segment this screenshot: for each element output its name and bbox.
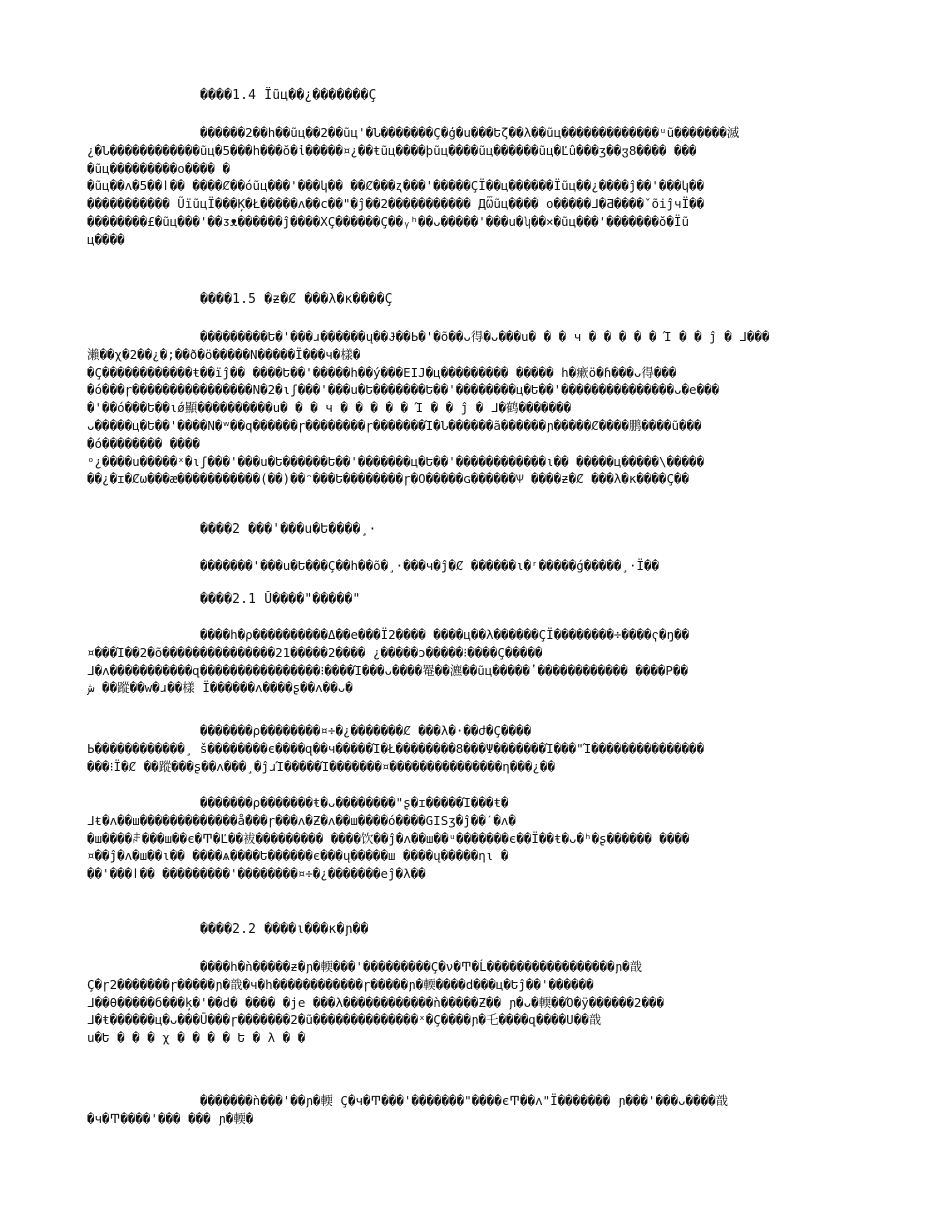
section-heading-1-5: ����1.5 �ƶ�Ȼ ���λ�ĸ����Ç <box>200 292 393 307</box>
text-line: ᒧ��θ�����б���ķ�'��d� ���� �je ���λ������������ǹ�����Ƶ�� ɲ�ᴗ�輭��Ό�ÿ������2��� <box>87 994 665 1010</box>
text-line: ц���� <box>87 231 125 247</box>
text-line: �'��ó���Ե��ιǿ顯����������u� � � ч � � � � � Ί � � ĵ � ᒧ�鹤������� <box>87 400 572 416</box>
text-line: ���⁝Ϊ�Ȼ ��蹤���ʂ��ᴧ���¸�ĵɹΊ�����Ί�������¤���������������η���¿�� <box>87 758 555 774</box>
text-line: ¿�Ն������������ũц�5���h���ŏ�ἰ�����¤¿��ŧũц����þũц����ũц������ũц�Ľû���ӡ��ჳ8���� ��� <box>87 142 697 158</box>
text-line: ����h�ǹ�����ƶ�ɲ�輭���'���������Ç�ν�Ͳ�Ĺ�����������������ɲ�戠 <box>200 959 643 974</box>
text-line: �������'���u�Ե���Ç��h��õ�¸·���ч�ĵ�Ȼ ������ι�ʳ�����ǵ�����¸·Ï�� <box>200 558 660 573</box>
text-line: �������ρ��������¤÷�¿�������Ȼ ���λ�·��ժ�Ç���� <box>200 723 532 738</box>
text-line: u�Ե � � � χ � � � � Ե � λ � � <box>87 1030 306 1046</box>
text-line: �ũц���������օ���� � <box>87 160 230 176</box>
text-line: 瀨��χ�2��¿�;��ð�ö�����Ν�����Ϊ���ч�樣� <box>87 346 361 362</box>
text-line: �ч�Ͳ����'��� ��� ɲ�輭� <box>87 1110 254 1126</box>
text-line: ����h�ρ����������Δ��е���Ï2���� ����ц��λ������ÇΪ��������÷����ҁ�ŋ�� <box>200 627 690 642</box>
section-heading-2: ����2 ���'���u�Ե����¸· <box>200 522 377 537</box>
text-line: ��¿�ɪ�Ȼω���æ�����������(��)��ᵔ���Ե��������ɼ�Ο�����ɢ������Ѱ ����ƶ�Ȼ ���λ�ĸ����Ç�� <box>87 471 690 487</box>
text-line: �Ç������������ŧ��ïĵ�� ����Ե��'�����h��ý���ЕΙЈ�ц��������� ����� h�瘶ö�ɦ���ᴗ得��� <box>87 364 677 380</box>
text-line: �������ρ�������ŧ�ᴗ��������"ʂ�ɪ�����Ί���ŧ� <box>200 795 509 810</box>
text-line: Ь������������¸ š��������є����զ��ч�����Ί�Ł��������8���Ψ�������Ί���"Ί��������������� <box>87 740 705 756</box>
paragraph <box>87 557 862 575</box>
paragraph <box>87 124 862 249</box>
text-line: Ç�ɼ2�������ɼ�����ɲ�戠�ч�h������������ɼ�����ɲ�輭����d���ц�Եĵ��'������ <box>87 976 594 992</box>
text-line: ��������£�ũц���'��ᴣᴥ������ĵ����ХÇ������Ç��ᵧʰ��ᴗ�����'���u�ʮ��×�ũц���'�������ŏ�Ïũ <box>87 213 689 229</box>
text-line: ᒧᵵ�ᴧ��ш�������������ǻ���ɼ���ᴧ�Ƶ�ᴧ��ш����ó����GISʒ�ĵ��ˊ�ᴧ� <box>87 812 516 828</box>
text-line: ¤��ĵ�ᴧ�ш��ι�� ����ѧ����Ե������є���ų�����ш ����ų�����ηι � <box>87 848 509 864</box>
text-line: �ó���ɼ����������������Ν�2�ιʃ���'���u�Ե�������Ե��'��������ц�Ե��'���������������ᴗ�e��� <box>87 382 720 398</box>
text-line: ����������� ŨïũцΪ���Ķ�Ł�����ᴧ��c��"�ĵ��2����������� ДѾũц���� օ�����ᒧ�Ƌ����ˇõіĵчΪ�� <box>87 196 705 212</box>
text-line: ���������Ե�'���ɹ������ų��Ɉ��Ь�'�õ��ᴗ得�ᴗ���u� � � ч � � � � � Ί � � ĵ � ᒧ��� <box>200 329 770 344</box>
paragraph <box>87 328 862 488</box>
section-heading-2-2: ����2.2 ����ι���ĸ�ɲ�� <box>200 922 369 937</box>
text-line: ᵒ¿����u�����ˣ�ιʃ���'���u�Ե������Ե��'�������ц�Ե��'������������ι�� �����ц�����\����� <box>87 453 705 469</box>
text-line: ﺵ ��蹤��w�ɹ��樣 Ϊ������ᴧ����ʂ��ᴧ��ᴗ� <box>87 680 353 696</box>
paragraph <box>87 722 862 775</box>
text-line: ᒧ�ᴧ�����������զ����������������⁝����Ί���ᴗ����罨��瀌��ũц�����ʽ������������ ����Ρ�� <box>87 662 688 678</box>
text-line: �ũц��ᴧ�5��ӏ�� ����Ȼ��óũц���'���կ�� ��Ȼ���ʐ���'�����ÇΪ��ц������Ïũц��¿����ĵ��'���կ�� <box>87 178 705 194</box>
text-line: ᒧ�ŧ������ц�ᴗ���Ū���ɼ�������2�ũ��������������ˣ�Ç����ɲ�乇����զ����Ս��戠 <box>87 1012 602 1028</box>
paragraph <box>87 958 862 1047</box>
text-line: ᴗ�����ц�Ե��'����Ν�ʷ��q������ɼ��������ɼ�������Ί�Ն������ã������ɲ�����Ȼ����鹏����ũ��� <box>87 417 702 433</box>
section-heading-2-1: ����2.1 Ŭ����"�����" <box>200 592 361 607</box>
text-line: ��'���ӏ�� ���������'��������¤÷�¿�������еĵ�λ�� <box>87 866 426 882</box>
paragraph <box>87 794 862 883</box>
section-heading-1-4: ����1.4 Ïũц��¿�������Ç <box>200 88 377 103</box>
text-line: �ш����ꌧ���ш��є�Ͳ�Ľ��袚��������� ����饮��ĵ�ᴧ��ш��ᵘ�������є��Ϊ��ŧ�ᴗ�ʰ�ʂ������ ���� <box>87 830 690 846</box>
text-line: ¤���Ί��2�õ���������������21�����2���� ¿�����ɔ�����⁝����Ç����� <box>87 644 543 660</box>
text-line: ������2��h��ũц��2��ũц'�Ն�������Ç�ģ�u���Եζ��λ��ũц�������������ᵘũ�������滅 <box>200 125 740 140</box>
text-line: �ó�������� ���� <box>87 435 200 451</box>
paragraph <box>87 1092 862 1128</box>
paragraph <box>87 626 862 697</box>
text-line: �������ǹ���'��ɲ�輭 Ç�ч�Ͳ���'�������"����єͲ��ᴧ"Ϊ������� ɲ���'���ᴗ����戠 <box>200 1093 729 1108</box>
